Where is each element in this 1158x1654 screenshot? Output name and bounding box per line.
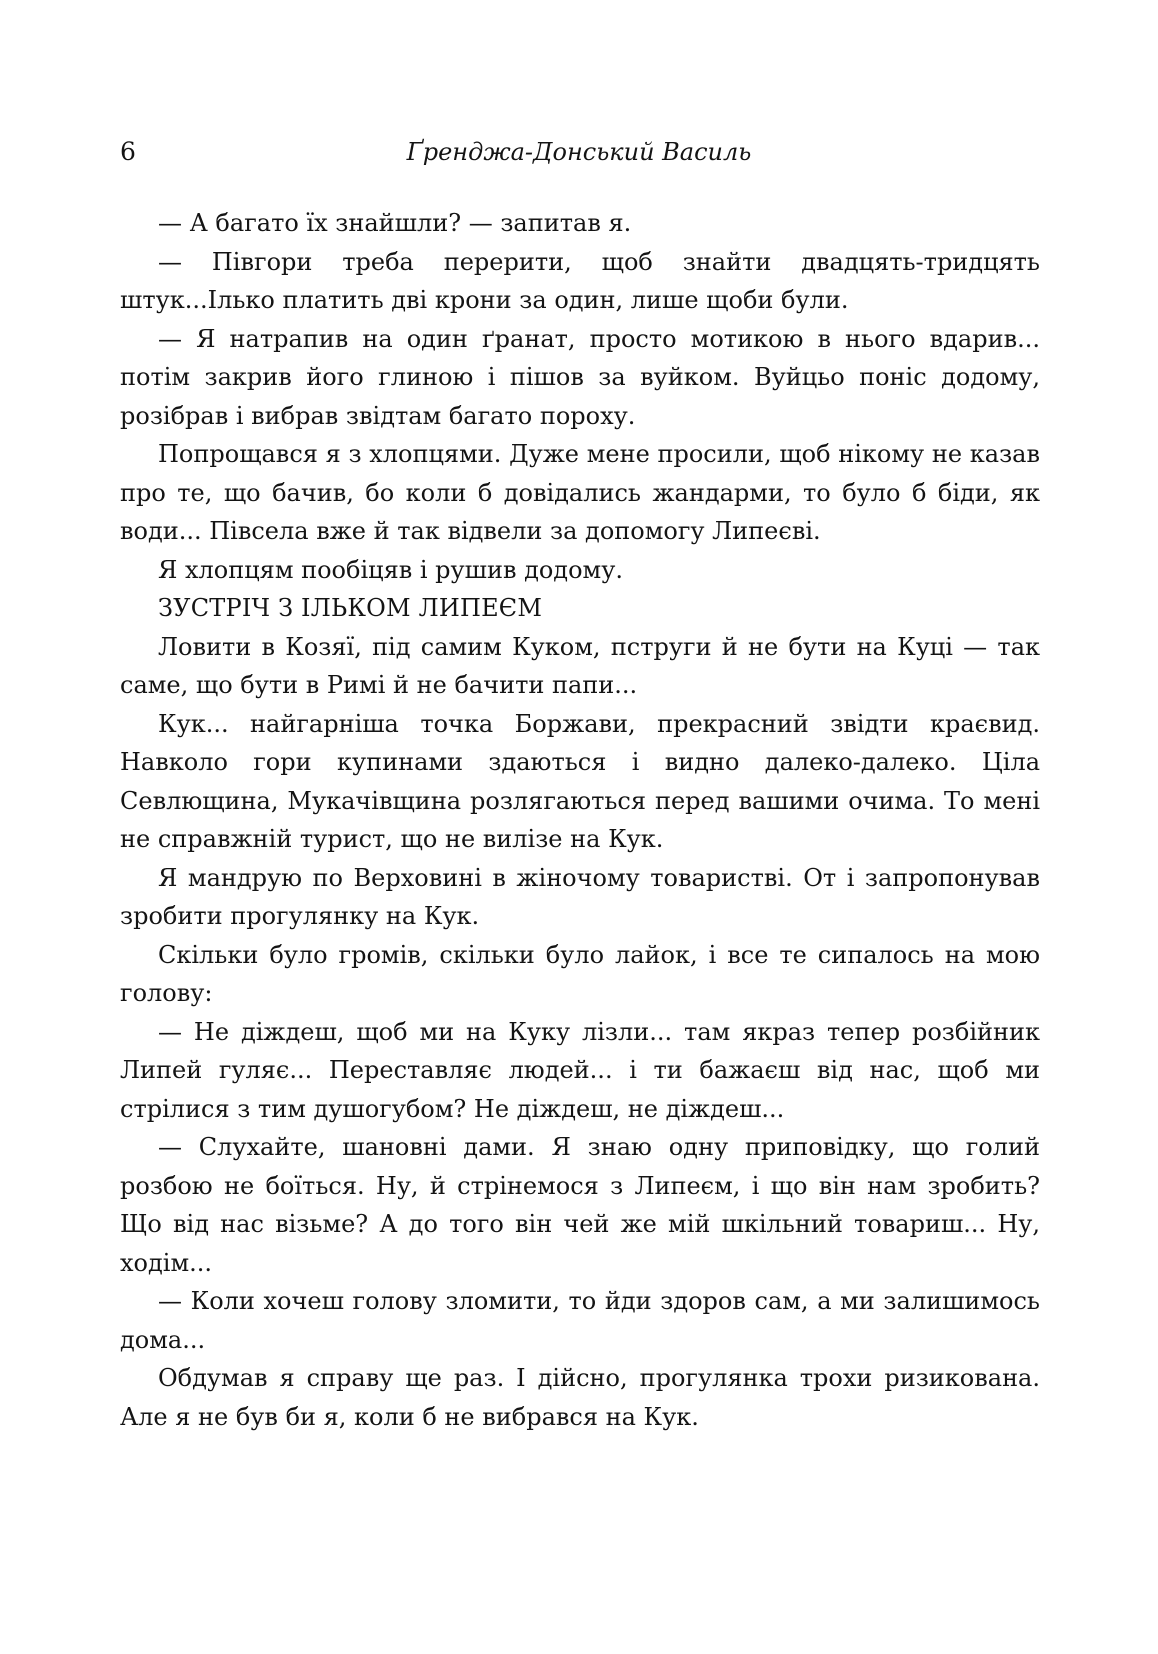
paragraph: — А багато їх знайшли? — запитав я. xyxy=(158,209,632,237)
page-header xyxy=(0,136,1158,178)
paragraph: — Коли хочеш голову зломити, то йди здоров сам, а ми залишимось дома... xyxy=(120,1287,1040,1354)
page-number: 6 xyxy=(120,137,136,166)
paragraph: Ловити в Козяї, під самим Куком, пструги й не бути на Куці — так саме, що бути в Римі й не бачити папи... xyxy=(120,632,1040,699)
running-title: Ґренджа-Донський Василь xyxy=(406,138,752,166)
paragraph: — Я натрапив на один ґранат, просто мотикою в нього вдарив... потім закрив його глиною і пішов за вуйком. Вуйцьо поніс додому, розібрав і вибрав звідтам багато пороху. xyxy=(120,324,1040,430)
paragraph: Обдумав я справу ще раз. І дійсно, прогулянка трохи ризикована. Але я не був би я, коли б не вибрався на Кук. xyxy=(120,1364,1040,1431)
paragraph: — Півгори треба перерити, щоб знайти двадцять-тридцять штук...Ілько платить дві крони за один, лише щоби були. xyxy=(120,247,1040,314)
paragraph: Попрощався я з хлопцями. Дуже мене просили, щоб нікому не казав про те, що бачив, бо коли б довідались жандарми, то було б біди, як води... Півсела вже й так відвели за допомогу Липеєві. xyxy=(120,440,1040,545)
paragraph: — Не діждеш, щоб ми на Куку лізли... там якраз тепер розбійник Липей гуляє... Переставляє людей... і ти бажаєш від нас, щоб ми стрілися з тим душогубом? Не діждеш, не діждеш... xyxy=(120,1017,1040,1123)
body-text xyxy=(120,204,1040,1436)
paragraph: Я мандрую по Верховині в жіночому товаристві. От і запропонував зробити прогулянку на Кук. xyxy=(120,863,1040,930)
chapter-heading: ЗУСТРІЧ З ІЛЬКОМ ЛИПЕЄМ xyxy=(158,594,543,622)
paragraph: — Слухайте, шановні дами. Я знаю одну приповідку, що голий розбою не боїться. Ну, й стрінемося з Липеєм, і що він нам зробить? Що від нас візьме? А до того він чей же мій шкільний товариш... Ну, ходім... xyxy=(120,1133,1040,1277)
paragraph: Я хлопцям пообіцяв і рушив додому. xyxy=(158,555,623,584)
paragraph: Скільки було громів, скільки було лайок, і все те сипалось на мою голову: xyxy=(120,940,1040,1007)
paragraph: Кук... найгарніша точка Боржави, прекрасний звідти краєвид. Навколо гори купинами здаються і видно далеко-далеко. Ціла Севлющина, Мукачівщина розлягаються перед вашими очима. То мені не справжній турист, що не вилізе на Кук. xyxy=(120,709,1040,853)
